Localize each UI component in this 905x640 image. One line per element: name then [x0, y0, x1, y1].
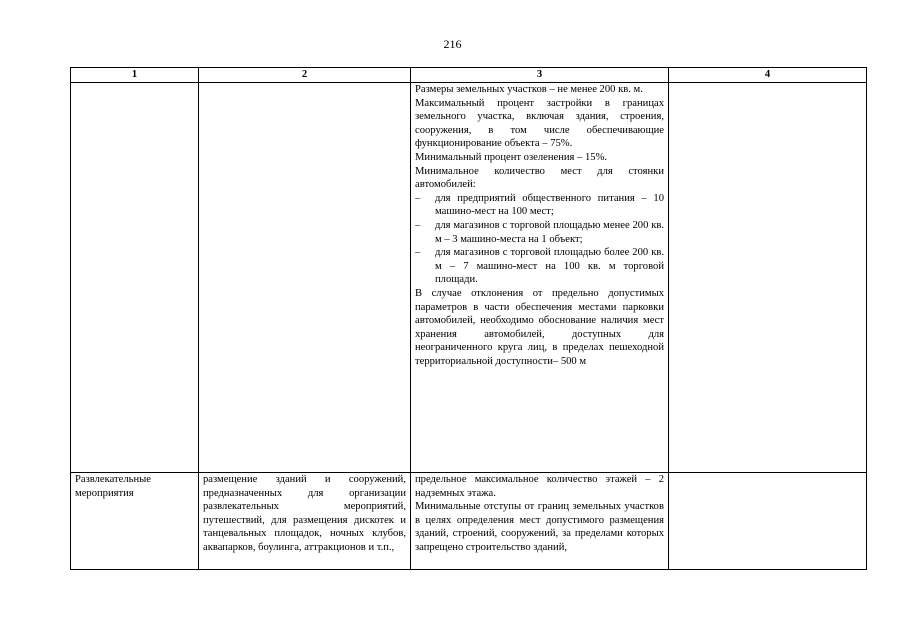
plot-size-text: Размеры земельных участков – не менее 200 кв. м.	[415, 84, 643, 95]
parking-deviation-text: В случае отклонения от предельно допустимых параметров в части обеспечения местами парковки автомобилей, необходимо обоснование наличия мест хранения автомобилей, доступных для неограниченного круга лиц, в пределах пешеходной территориальной доступности– 500 м	[415, 287, 664, 367]
max-coverage-text: Максимальный процент застройки в границах земельного участка, включая здания, строения, сооружения, в том числе обеспечивающие функционирование объекта – 75%.	[415, 97, 664, 150]
column-header-4: 4	[669, 68, 867, 83]
dash-marker: –	[415, 219, 421, 231]
min-setbacks-text: Минимальные отступы от границ земельных участков в целях определения мест допустимого размещения зданий, строений, сооружений, за пределами которых запрещено строительство зданий,	[415, 501, 664, 553]
row2-col2-cell: размещение зданий и сооружений, предназначенных для организации развлекательных мероприятий, путешествий, для размещения дискотек и танцевальных площадок, ночных клубов, аквапарков, боулинга, аттракционов и т.п.,	[199, 473, 411, 570]
list-item	[415, 246, 664, 287]
parking-intro-text: Минимальное количество мест для стоянки автомобилей:	[415, 165, 664, 191]
list-item-text: для магазинов с торговой площадью менее 200 кв. м – 3 машино-места на 1 объект;	[435, 219, 664, 245]
list-item-text: для магазинов с торговой площадью более 200 кв. м – 7 машино-мест на 100 кв. м торговой площади.	[435, 247, 664, 286]
table-row	[71, 83, 867, 473]
dash-marker: –	[415, 192, 421, 204]
list-item-text: для предприятий общественного питания – 10 машино-мест на 100 мест;	[435, 192, 664, 218]
max-floors-text: предельное максимальное количество этажей – 2 надземных этажа.	[415, 474, 664, 499]
table-header-row	[71, 68, 867, 83]
column-header-1: 1	[71, 68, 199, 83]
row1-col3-cell	[411, 83, 669, 473]
row1-col4-cell	[669, 83, 867, 473]
table-row	[71, 473, 867, 570]
row2-col3-cell	[411, 473, 669, 570]
min-greenery-text: Минимальный процент озеленения – 15%.	[415, 151, 608, 163]
column-header-2: 2	[199, 68, 411, 83]
page-number: 216	[443, 37, 462, 51]
regulations-table	[70, 67, 867, 570]
row1-col1-cell	[71, 83, 199, 473]
list-item	[415, 192, 664, 219]
dash-marker: –	[415, 247, 421, 259]
row1-col2-cell	[199, 83, 411, 473]
list-item	[415, 219, 664, 246]
row2-col4-cell	[669, 473, 867, 570]
row2-col1-cell: Развлекательные мероприятия	[71, 473, 199, 570]
column-header-3: 3	[411, 68, 669, 83]
